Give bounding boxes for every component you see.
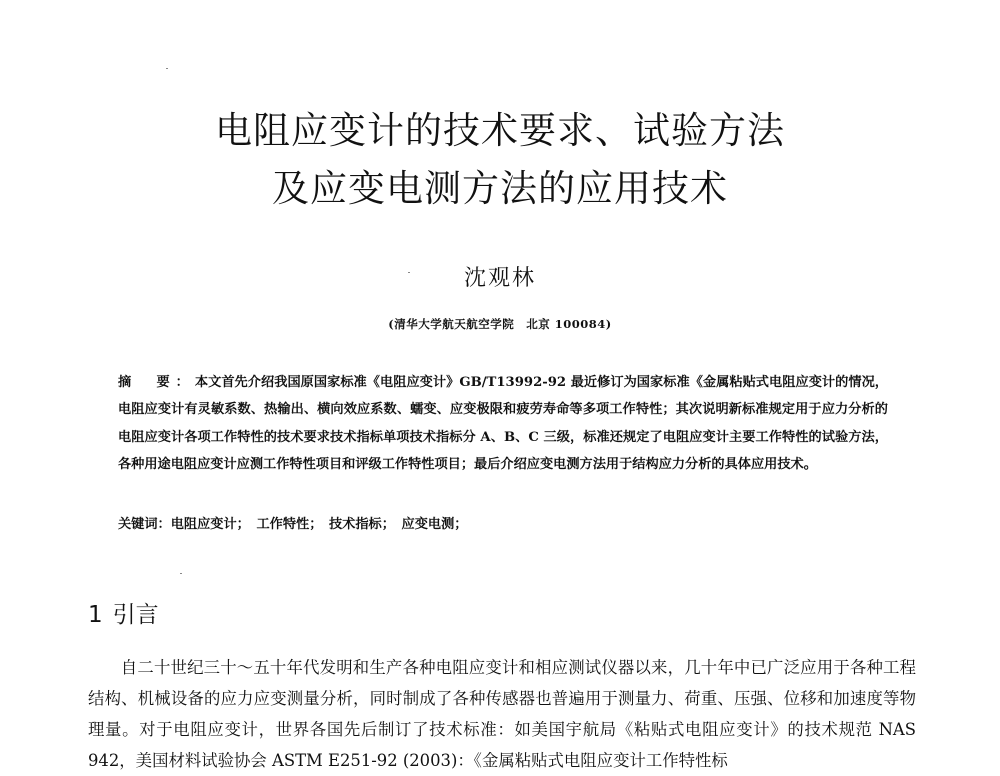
- abstract: [118, 369, 888, 479]
- section-number: 1: [88, 602, 103, 628]
- paper-title-line-1: 电阻应变计的技术要求、试验方法: [215, 109, 785, 152]
- paper-title-line-2: 及应变电测方法的应用技术: [272, 167, 728, 210]
- keywords-label: 关键词：: [118, 517, 171, 532]
- keywords-text: 电阻应变计； 工作特性； 技术指标； 应变电测；: [170, 517, 468, 532]
- section-heading: [88, 596, 159, 629]
- scan-speck: [166, 68, 168, 69]
- author-affiliation: (清华大学航天航空学院 北京 100084): [388, 317, 612, 331]
- body-paragraph: 自二十世纪三十～五十年代发明和生产各种电阻应变计和相应测试仪器以来，几十年中已广泛应用于各种工程结构、机械设备的应力应变测量分析，同时制成了各种传感器也普遍用于测量力、荷重、压强、位移和加速度等物理量。对于电阻应变计，世界各国先后制订了技术标准：如美国宇航局《粘贴式电阻应变计》的技术规范 NAS 942，美国材料试验协会 ASTM E251-92 (2003)：《金属粘贴式电阻应变计工作特性标: [88, 658, 916, 770]
- abstract-label: 摘 要：: [118, 375, 195, 390]
- abstract-text: 本文首先介绍我国原国家标准《电阻应变计》GB/T13992-92 最近修订为国家标准《金属粘贴式电阻应变计的情况，电阻应变计有灵敏系数、热输出、横向效应系数、蠕变、应变极限和疲劳寿命等多项工作特性；其次说明新标准规定用于应力分析的电阻应变计各项工作特性的技术要求技术指标单项技术指标分 A、B、C 三级，标准还规定了电阻应变计主要工作特性的试验方法，各种用途电阻应变计应测工作特性项目和评级工作特性项目；最后介绍应变电测方法用于结构应力分析的具体应用技术。: [118, 375, 888, 473]
- keywords: [118, 513, 888, 532]
- scan-speck: [180, 573, 182, 574]
- section-title: 引言: [112, 602, 159, 628]
- author-name: 沈观林: [463, 266, 536, 291]
